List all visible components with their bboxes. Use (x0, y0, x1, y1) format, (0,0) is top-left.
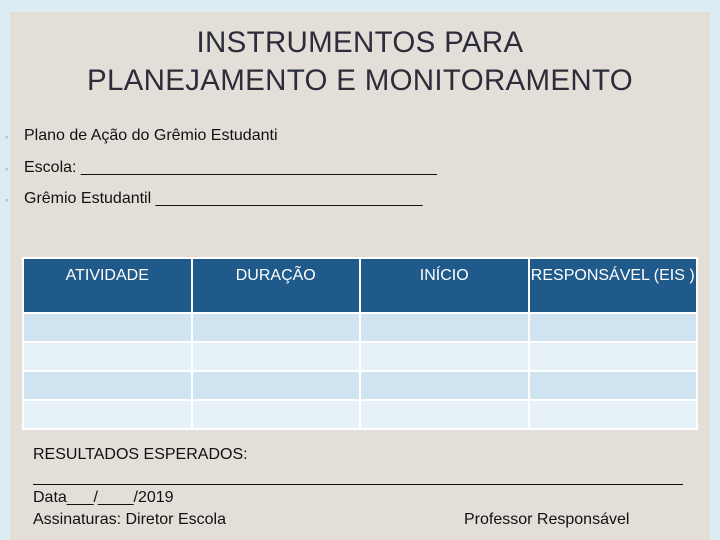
table-cell (360, 342, 529, 371)
table-row (23, 313, 697, 342)
table-row (23, 371, 697, 400)
title-line-2: PLANEJAMENTO E MONITORAMENTO (86, 64, 634, 97)
ring-bullet-icon: ◦ (5, 132, 9, 142)
table-cell (529, 400, 698, 429)
ring-bullet-icon: ◦ (5, 164, 9, 174)
table-cell (360, 313, 529, 342)
table-cell (23, 371, 192, 400)
table-cell (360, 371, 529, 400)
table-header-row (23, 258, 697, 313)
ring-bullet-icon: ◦ (5, 195, 9, 205)
table-cell (192, 313, 361, 342)
table-cell (23, 342, 192, 371)
table-row (23, 400, 697, 429)
action-plan-table (22, 257, 698, 430)
table-cell (360, 400, 529, 429)
table-cell (529, 371, 698, 400)
table-cell (192, 342, 361, 371)
column-header-responsavel: RESPONSÁVEL (EIS ) (529, 258, 698, 313)
results-underline (33, 484, 683, 485)
table-cell (529, 342, 698, 371)
bullet-text: Grêmio Estudantil ______________________________ (24, 190, 423, 207)
column-header-duracao: DURAÇÃO (192, 258, 361, 313)
table-cell (192, 400, 361, 429)
column-header-inicio: INÍCIO (360, 258, 529, 313)
bullet-gremio-estudantil (5, 190, 423, 208)
page-title (0, 24, 720, 100)
bullet-text: Escola: ________________________________________ (24, 159, 437, 176)
table-cell (23, 313, 192, 342)
title-line-1: INSTRUMENTOS PARA (196, 26, 524, 59)
bullet-escola (5, 159, 437, 177)
teacher-signature-label: Professor Responsável (464, 511, 630, 528)
bullet-plano-de-acao (5, 127, 278, 145)
table-cell (529, 313, 698, 342)
column-header-atividade: ATIVIDADE (23, 258, 192, 313)
results-label: RESULTADOS ESPERADOS: (33, 446, 248, 463)
bullet-text: Plano de Ação do Grêmio Estudanti (24, 127, 278, 144)
table-cell (23, 400, 192, 429)
table-row (23, 342, 697, 371)
date-line: Data___/____/2019 (33, 489, 174, 506)
table-cell (192, 371, 361, 400)
signatures-label: Assinaturas: Diretor Escola (33, 511, 226, 528)
